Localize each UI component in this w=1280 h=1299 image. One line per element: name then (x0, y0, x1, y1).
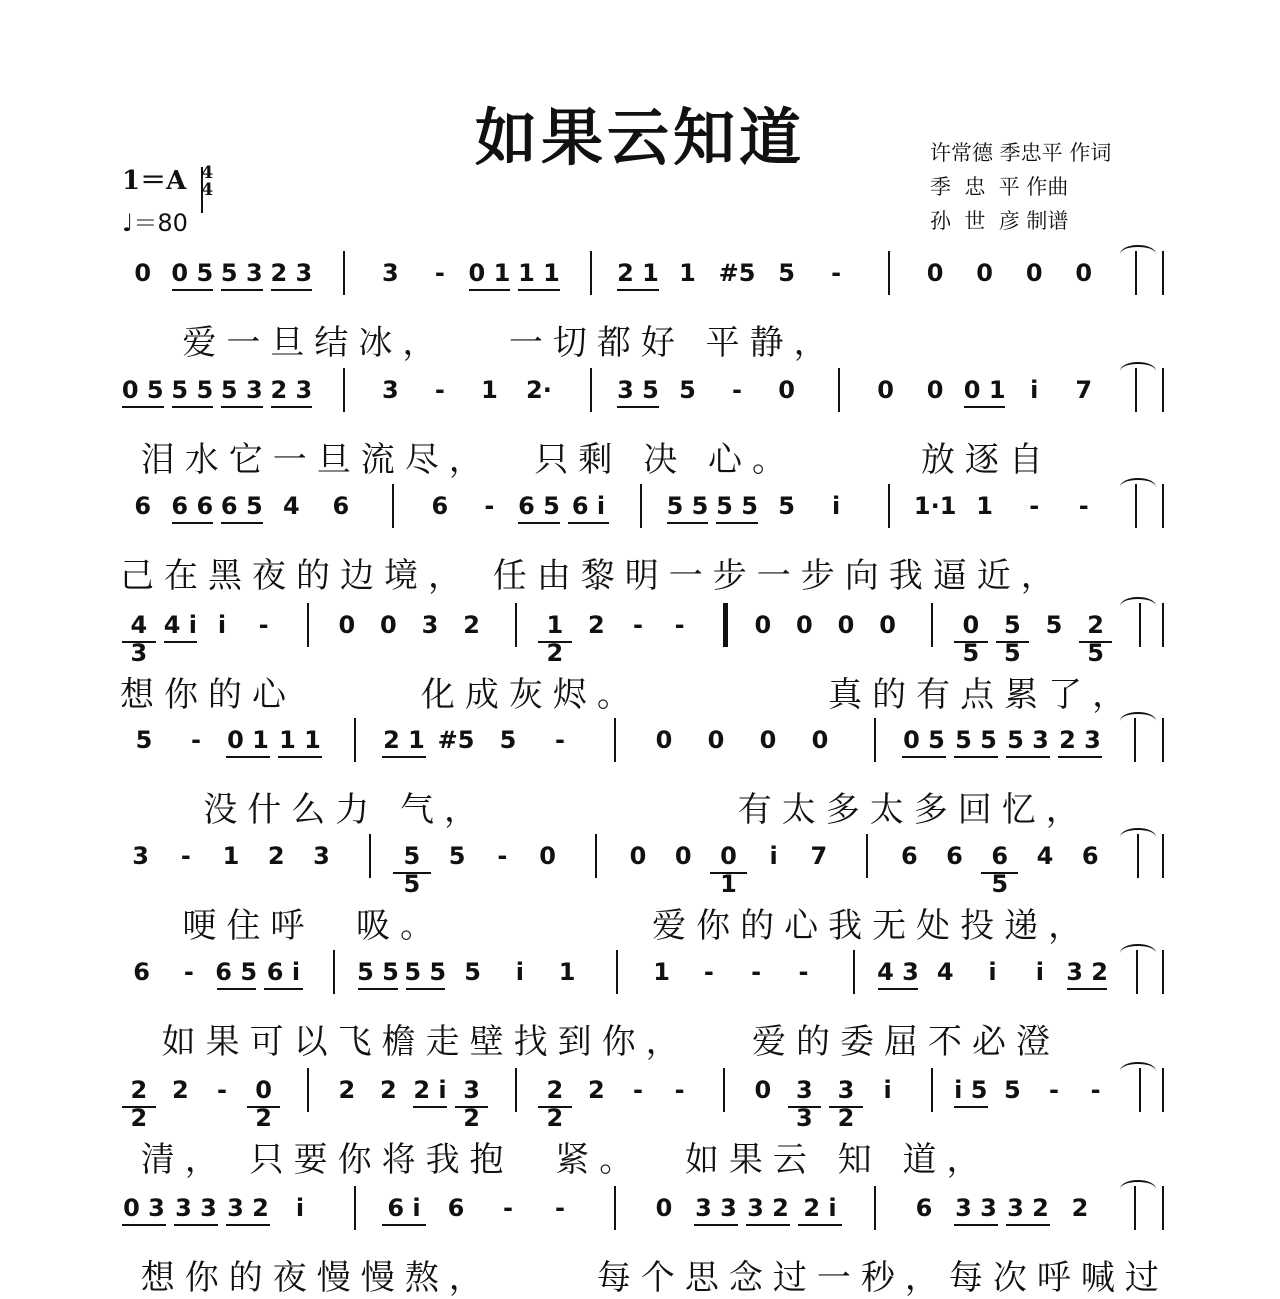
note: 0 (629, 842, 647, 870)
note: 5 3 (1004, 726, 1052, 754)
lyric-line: 如果可以飞檐走壁找到你， 爱的委屈不必澄 (120, 1022, 1061, 1062)
note: - (503, 1194, 513, 1222)
note: 3 5 (615, 376, 661, 404)
note: 2 i (796, 1194, 844, 1222)
note: 3 (421, 611, 439, 639)
note: - (258, 611, 269, 639)
note: - (191, 726, 201, 754)
note: 6 i (380, 1194, 428, 1222)
note: 4 3 (876, 958, 919, 986)
note: 5 (135, 726, 153, 754)
note: 0 (707, 726, 725, 754)
end-barline (1162, 484, 1164, 528)
credit-composer: 季 忠 平 作曲 (930, 175, 1069, 199)
slur-mark (1120, 597, 1156, 615)
note: - (732, 376, 743, 404)
note: 6 (332, 492, 350, 520)
note: 2 5 (1077, 611, 1115, 667)
note: 6 (431, 492, 449, 520)
note: 6 (134, 492, 152, 520)
barline (515, 1068, 517, 1112)
note: - (217, 1076, 227, 1104)
end-barline (1162, 251, 1164, 295)
note: 0 (1025, 259, 1043, 287)
end-barline (1162, 950, 1164, 994)
note: 0 (655, 1194, 673, 1222)
note: 2 (588, 611, 605, 639)
note: i (515, 958, 524, 986)
note: 2 (380, 1076, 397, 1104)
score-line (120, 828, 1165, 946)
end-barline (1162, 718, 1164, 762)
note: 2 (1071, 1194, 1089, 1222)
note: 0 (837, 611, 855, 639)
note: - (434, 259, 445, 287)
note: 0 (759, 726, 777, 754)
note: 0 1 (962, 376, 1008, 404)
note: - (1090, 1076, 1101, 1104)
barline (614, 718, 616, 762)
note: 2 3 (1056, 726, 1104, 754)
notes-row (120, 362, 1165, 432)
note: i (831, 492, 841, 520)
note: i 5 (952, 1076, 990, 1104)
slur-mark (1120, 712, 1156, 730)
note: 1 1 (276, 726, 324, 754)
lyric-line: 爱一旦结冰， 一切都好 平静， (120, 323, 838, 363)
end-barline (1162, 603, 1164, 647)
barline (343, 251, 345, 295)
note: - (751, 958, 762, 986)
slur-mark (1120, 828, 1156, 846)
barline (614, 1186, 616, 1230)
note: 6 (447, 1194, 465, 1222)
note: 1 (679, 259, 696, 287)
barline (307, 1068, 309, 1112)
end-barline (1162, 368, 1164, 412)
notes-row (120, 828, 1165, 898)
note: 0 (338, 611, 356, 639)
note: 6 i (262, 958, 305, 986)
barline (853, 950, 855, 994)
note: 0 5 (900, 726, 948, 754)
lyric-line: 己在黑夜的边境， 任由黎明一步一步向我逼近， (120, 556, 1065, 596)
note: 6 5 (979, 842, 1020, 898)
note: 5 5 (391, 842, 432, 898)
note: 5 5 (714, 492, 760, 520)
score-line (120, 712, 1165, 830)
note: 3 2 (453, 1076, 491, 1132)
barline (333, 950, 335, 994)
barline (343, 368, 345, 412)
time-signature (201, 165, 213, 199)
score-line (120, 944, 1165, 1062)
note: 1 (222, 842, 240, 870)
note: 6 6 (170, 492, 216, 520)
note: 5 (499, 726, 517, 754)
note: 3 (382, 259, 399, 287)
note: 0 (778, 376, 795, 404)
note: 3 2 (744, 1194, 792, 1222)
note: 5 3 (219, 376, 265, 404)
note: 0 (134, 259, 152, 287)
song-title: 如果云知道 (474, 101, 805, 174)
barline (590, 251, 592, 295)
note: - (555, 726, 565, 754)
note: 1 (653, 958, 670, 986)
note: 0 (380, 611, 397, 639)
notes-row (120, 1062, 1165, 1132)
slur-mark (1120, 362, 1156, 380)
note: - (674, 611, 685, 639)
note: 2 2 (120, 1076, 158, 1132)
note: 1 (976, 492, 993, 520)
note: i (883, 1076, 892, 1104)
note: 3 3 (786, 1076, 824, 1132)
note: 2 i (411, 1076, 449, 1104)
slur-mark (1120, 478, 1156, 496)
note: 1 1 (516, 259, 562, 287)
note: - (674, 1076, 685, 1104)
score-line (120, 478, 1165, 596)
note: 0 2 (245, 1076, 283, 1132)
note: 0 (754, 1076, 772, 1104)
note: - (633, 1076, 643, 1104)
note: 0 (926, 376, 944, 404)
note: i (1030, 376, 1039, 404)
barline (515, 603, 517, 647)
note: 2 (338, 1076, 356, 1104)
note: 2 2 (536, 1076, 574, 1132)
end-barline (1162, 1068, 1164, 1112)
note: 3 (382, 376, 399, 404)
lyric-line: 清， 只要你将我抱 紧。 如果云 知 道， (120, 1140, 991, 1180)
note: 2 3 (269, 376, 315, 404)
notes-row (120, 597, 1165, 667)
note: 0 5 (170, 259, 216, 287)
barline (307, 603, 309, 647)
note: i (769, 842, 778, 870)
note: 2 (172, 1076, 189, 1104)
end-barline (1162, 1186, 1164, 1230)
note: - (1078, 492, 1089, 520)
note: 5 (778, 259, 795, 287)
note: 5 (1004, 1076, 1021, 1104)
note: 3 2 (1004, 1194, 1052, 1222)
note: 0 (539, 842, 556, 870)
note: 6 5 (215, 958, 258, 986)
note: 0 (811, 726, 829, 754)
note: 4 i (162, 611, 200, 639)
barline (616, 950, 618, 994)
note: 0 (796, 611, 813, 639)
note: - (183, 958, 194, 986)
note: i (1035, 958, 1044, 986)
note: - (831, 259, 842, 287)
note: 0 (926, 259, 944, 287)
score-line (120, 1062, 1165, 1180)
note: 6 5 (219, 492, 265, 520)
note: 3 2 (1065, 958, 1108, 986)
note: 0 5 (120, 376, 166, 404)
notes-row (120, 1180, 1165, 1250)
lyric-line: 想你的夜慢慢熬， 每个思念过一秒，每次呼喊过 (120, 1258, 1169, 1298)
note: 2· (526, 376, 552, 404)
score-line (120, 597, 1165, 715)
end-barline (1162, 834, 1164, 878)
note: 5 5 (404, 958, 447, 986)
note: 5 (464, 958, 481, 986)
score-line (120, 362, 1165, 480)
note: 3 3 (172, 1194, 220, 1222)
note: 5 5 (665, 492, 711, 520)
note: 6 (900, 842, 918, 870)
notes-row (120, 245, 1165, 315)
note: 2 (588, 1076, 605, 1104)
note: 3 (313, 842, 330, 870)
time-top: 4 (201, 163, 214, 183)
note: 0 (1075, 259, 1093, 287)
slur-mark (1120, 245, 1156, 263)
slur-mark (1120, 1180, 1156, 1198)
notes-row (120, 712, 1165, 782)
note: - (180, 842, 191, 870)
note: 5 5 (170, 376, 216, 404)
score-line (120, 1180, 1169, 1298)
score-line (120, 245, 1165, 363)
note: i (988, 958, 997, 986)
barline (354, 718, 356, 762)
note: 2 1 (380, 726, 428, 754)
notes-row (120, 944, 1165, 1014)
note: 2 1 (615, 259, 661, 287)
credit-arranger: 孙 世 彦 制谱 (930, 209, 1069, 233)
note: - (1049, 1076, 1059, 1104)
barline (590, 368, 592, 412)
note: 0 (877, 376, 894, 404)
note: 0 (976, 259, 993, 287)
note: 0 (674, 842, 692, 870)
note: 2 (267, 842, 285, 870)
note: 3 2 (224, 1194, 272, 1222)
note: 5 (448, 842, 466, 870)
slur-mark (1120, 944, 1156, 962)
note: 6 (915, 1194, 933, 1222)
note: 5 (679, 376, 696, 404)
credit-lyricist: 许常德 季忠平 作词 (930, 141, 1112, 165)
note: - (497, 842, 508, 870)
note: 5 5 (356, 958, 399, 986)
note: - (798, 958, 809, 986)
note: i (295, 1194, 305, 1222)
note: 0 1 (708, 842, 749, 898)
note: 3 2 (827, 1076, 865, 1132)
note: 1 (558, 958, 576, 986)
barline (931, 603, 933, 647)
note: 6 5 (516, 492, 562, 520)
note: - (1029, 492, 1040, 520)
note: 5 5 (994, 611, 1032, 667)
note: #5 (437, 726, 475, 754)
note: 3 3 (692, 1194, 740, 1222)
note: 1 (481, 376, 498, 404)
note: 3 3 (952, 1194, 1000, 1222)
barline (640, 484, 642, 528)
note: 5 (1045, 611, 1063, 639)
note: 6 i (566, 492, 612, 520)
lyric-line: 哽住呼 吸。 爱你的心我无处投递， (120, 906, 1093, 946)
note: 5 (778, 492, 795, 520)
note: 5 3 (219, 259, 265, 287)
note: 0 (754, 611, 772, 639)
note: 1 2 (536, 611, 574, 667)
note: 0 1 (224, 726, 272, 754)
key-signature (122, 160, 213, 199)
note: 6 (133, 958, 150, 986)
note: 0 3 (120, 1194, 168, 1222)
note: 6 (946, 842, 963, 870)
barline (888, 484, 890, 528)
note: 0 (879, 611, 896, 639)
note: - (633, 611, 643, 639)
barline (888, 251, 890, 295)
note: - (703, 958, 714, 986)
barline (931, 1068, 933, 1112)
note: 4 3 (120, 611, 158, 667)
barline (369, 834, 371, 878)
note: - (555, 1194, 565, 1222)
barline (392, 484, 394, 528)
note: 5 5 (952, 726, 1000, 754)
key-label: 1＝A (122, 166, 187, 196)
tempo-mark: ♩＝80 (122, 209, 188, 237)
note: 3 (132, 842, 149, 870)
note: 0 5 (952, 611, 990, 667)
barline (723, 1068, 725, 1112)
note: 4 (936, 958, 954, 986)
slur-mark (1120, 1062, 1156, 1080)
barline (723, 603, 728, 647)
barline (354, 1186, 356, 1230)
note: 4 (1036, 842, 1054, 870)
note: 1·1 (913, 492, 957, 520)
credits-block (930, 136, 1111, 238)
note: 2 3 (269, 259, 315, 287)
note: 7 (810, 842, 828, 870)
notes-row (120, 478, 1165, 548)
barline (866, 834, 868, 878)
note: 6 (1081, 842, 1099, 870)
note: #5 (718, 259, 756, 287)
time-bottom: 4 (201, 180, 214, 200)
lyric-line: 没什么力 气， 有太多太多回忆， (120, 790, 1090, 830)
lyric-line: 泪水它一旦流尽， 只剩 决 心。 放逐自 (120, 440, 1053, 480)
lyric-line: 想你的心 化成灰烬。 真的有点累了， (120, 675, 1137, 715)
note: 2 (463, 611, 480, 639)
note: 7 (1075, 376, 1093, 404)
barline (595, 834, 597, 878)
note: 4 (282, 492, 300, 520)
note: i (217, 611, 227, 639)
note: - (434, 376, 445, 404)
barline (838, 368, 840, 412)
barline (874, 1186, 876, 1230)
note: 0 (655, 726, 673, 754)
barline (874, 718, 876, 762)
note: 0 1 (467, 259, 513, 287)
note: - (484, 492, 495, 520)
